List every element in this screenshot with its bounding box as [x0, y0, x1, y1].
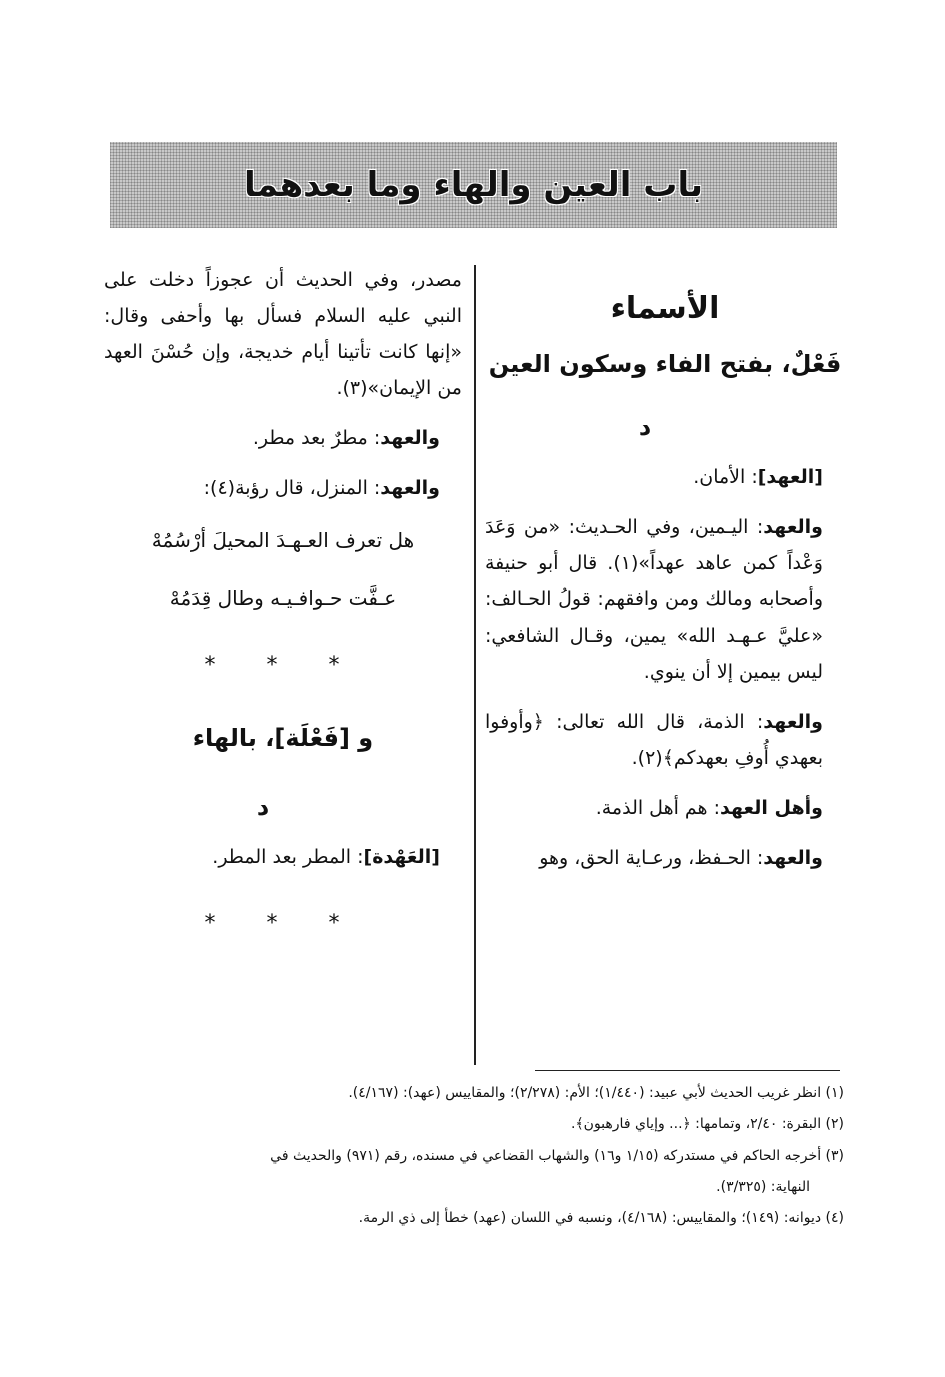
entry-text: : الذمة، قال الله تعالى: ﴿وأوفوا بعهدي أُوفِ بعهدكم﴾(٢). [485, 710, 823, 769]
entry-paragraph [104, 839, 462, 875]
entry-text: : الأمان. [693, 466, 758, 489]
entry-text: : اليـمين، وفي الحـديث: «من وَعَدَ وَعْداً كمن عاهد عهداً»(١). قال أبو حنيفة وأصحابه ومالك ومن وافقهم: قولُ الحـالف: «عليَّ عـهـد الله» يمين، وقـال الشافعي: ليس بيمين إلا أن ينوي. [485, 516, 823, 683]
entry-term: والعهد [380, 427, 440, 450]
letter-heading: د [638, 413, 652, 441]
poem-verse: هل تعرف العـهـدَ المحيلَ أرْسُمُهْ [151, 527, 415, 552]
letter-heading: د [256, 792, 270, 821]
footnotes [104, 1080, 844, 1236]
entry-term: وأهل العهد [720, 796, 823, 819]
entry-paragraph [485, 509, 845, 689]
entry-text: : المنزل، قال رؤبة(٤): [203, 477, 381, 500]
pattern-heading: و [فَعْلَة]، بالهاء [192, 724, 374, 753]
footnote: (٣) أخرجه الحاكم في مستدركه (١/١٥ و١٦) والشهاب القضاعي في مسنده، رقم (٩٧١) والحديث في [270, 1147, 844, 1164]
entry-text: : هم أهل الذمة. [595, 796, 721, 819]
entry-term: والعهد [763, 847, 823, 870]
entry-text: : الحـفظ، ورعـاية الحق، وهو [539, 847, 764, 870]
pattern-heading: فَعْلٌ، بفتح الفاء وسكون العين [488, 350, 842, 378]
poem-verse: عـفَّت حـوافـيـه وطال قِدَمُهْ [169, 585, 397, 610]
entry-term: والعهد [763, 516, 823, 539]
entry-term: والعهد [763, 710, 823, 733]
section-separator: * * * [204, 652, 362, 678]
footnote: (١) انظر غريب الحديث لأبي عبيد: (١/٤٤٠)؛ الأم: (٢/٢٧٨)؛ والمقاييس (عهد): (٤/١٦٧). [348, 1085, 844, 1101]
entry-paragraph [104, 420, 462, 456]
entry-term: [العَهْدة] [363, 846, 440, 869]
entry-paragraph [485, 840, 845, 876]
section-separator: * * * [204, 911, 362, 937]
entry-paragraph [104, 470, 462, 506]
entry-text: : المطر بعد المطر. [212, 846, 364, 869]
entry-term: والعهد [380, 477, 440, 500]
footnote: (٤) ديوانه: (١٤٩)؛ والمقاييس: (٤/١٦٨)، ونسبه في اللسان (عهد) خطأ إلى ذي الرمة. [358, 1210, 844, 1227]
continuation-paragraph: مصدر، وفي الحديث أن عجوزاً دخلت على النبي عليه السلام فسأل بها وأحفى وقال: «إنها كانت تأتينا أيام خديجة، وإن حُسْنَ العهد من الإيمان»(٣). [104, 269, 462, 400]
left-column [104, 262, 462, 975]
entry-paragraph [485, 790, 845, 826]
footnote-rule [535, 1070, 840, 1071]
right-column [485, 262, 845, 890]
entry-text: : مطرٌ بعد مطر. [252, 427, 381, 450]
entry-paragraph [485, 704, 845, 776]
column-divider [474, 265, 476, 1065]
footnote-continuation: النهاية: (٣/٣٢٥). [716, 1178, 810, 1195]
entry-paragraph [485, 459, 845, 495]
footnote: (٢) البقرة: ٢/٤٠، وتمامها: ﴿... وإياي فارهبون﴾. [571, 1116, 844, 1133]
entry-term: [العهد] [757, 466, 823, 489]
chapter-banner [110, 142, 837, 228]
section-heading: الأسماء [610, 291, 720, 326]
chapter-title: باب العين والهاء وما بعدهما [244, 165, 703, 205]
